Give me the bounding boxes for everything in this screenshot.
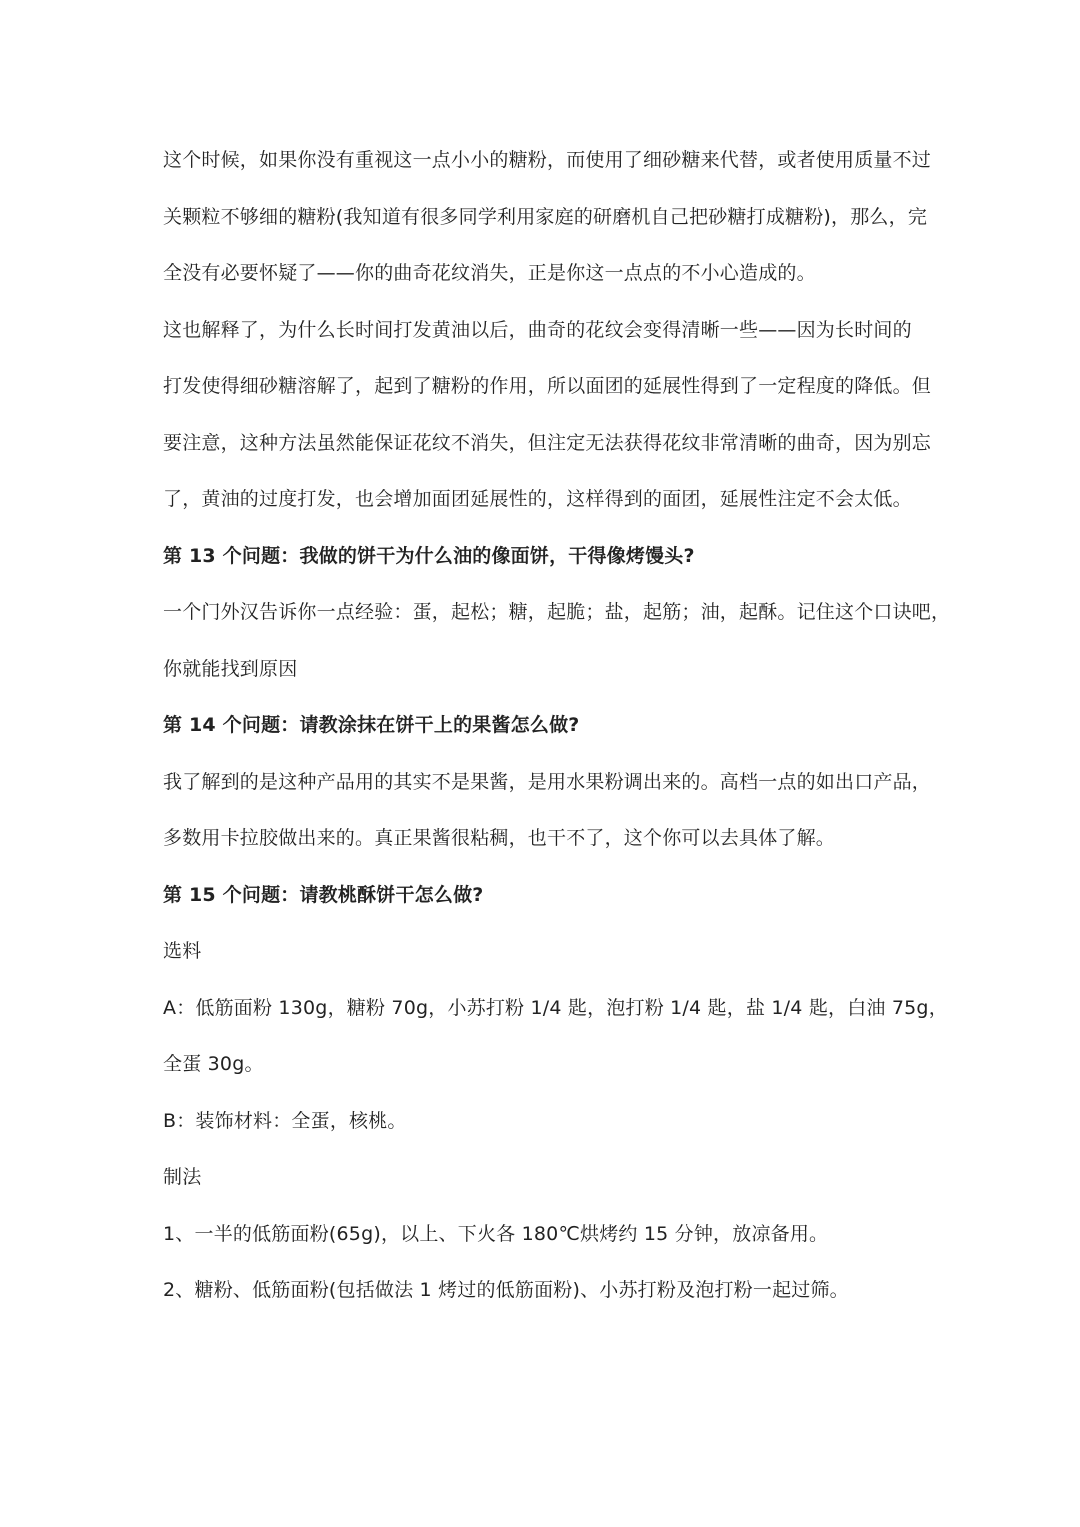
paragraph-line: 了，黄油的过度打发，也会增加面团延展性的，这样得到的面团，延展性注定不会太低。	[163, 488, 912, 510]
paragraph-line: 一个门外汉告诉你一点经验：蛋，起松；糖，起脆；盐，起筋；油，起酥。记住这个口诀吧，	[163, 601, 951, 623]
ingredient-line: A：低筋面粉 130g，糖粉 70g，小苏打粉 1/4 匙，泡打粉 1/4 匙，盐 1/4 匙，白油 75g，	[163, 996, 948, 1019]
ingredient-line: 全蛋 30g。	[163, 1053, 264, 1075]
section-label-method: 制法	[163, 1166, 202, 1188]
question-heading-15: 第 15 个问题：请教桃酥饼干怎么做?	[163, 883, 484, 906]
question-heading-13: 第 13 个问题：我做的饼干为什么油的像面饼，干得像烤馒头?	[163, 544, 695, 567]
paragraph-line: 打发使得细砂糖溶解了，起到了糖粉的作用，所以面团的延展性得到了一定程度的降低。但	[163, 375, 932, 397]
paragraph-line: 你就能找到原因	[163, 657, 298, 680]
paragraph-line: 关颗粒不够细的糖粉(我知道有很多同学利用家庭的研磨机自己把砂糖打成糖粉)，那么，完	[163, 205, 928, 228]
paragraph-line: 我了解到的是这种产品用的其实不是果酱，是用水果粉调出来的。高档一点的如出口产品，	[163, 770, 932, 793]
paragraph-line: 这也解释了，为什么长时间打发黄油以后，曲奇的花纹会变得清晰一些——因为长时间的	[163, 318, 912, 341]
section-label-ingredients: 选料	[163, 940, 202, 962]
ingredient-line: B：装饰材料：全蛋，核桃。	[163, 1109, 407, 1132]
paragraph-line: 这个时候，如果你没有重视这一点小小的糖粉，而使用了细砂糖来代替，或者使用质量不过	[163, 149, 932, 171]
paragraph-line: 多数用卡拉胶做出来的。真正果酱很粘稠，也干不了，这个你可以去具体了解。	[163, 827, 836, 849]
question-heading-14: 第 14 个问题：请教涂抹在饼干上的果酱怎么做?	[163, 714, 580, 736]
method-step: 2、糖粉、低筋面粉(包括做法 1 烤过的低筋面粉)、小苏打粉及泡打粉一起过筛。	[163, 1279, 849, 1301]
paragraph-line: 要注意，这种方法虽然能保证花纹不消失，但注定无法获得花纹非常清晰的曲奇，因为别忘	[163, 431, 932, 454]
paragraph-line: 全没有必要怀疑了——你的曲奇花纹消失，正是你这一点点的不小心造成的。	[163, 262, 816, 284]
document-page	[163, 132, 951, 1319]
method-step: 1、一半的低筋面粉(65g)，以上、下火各 180℃烘烤约 15 分钟，放凉备用。	[163, 1222, 829, 1245]
